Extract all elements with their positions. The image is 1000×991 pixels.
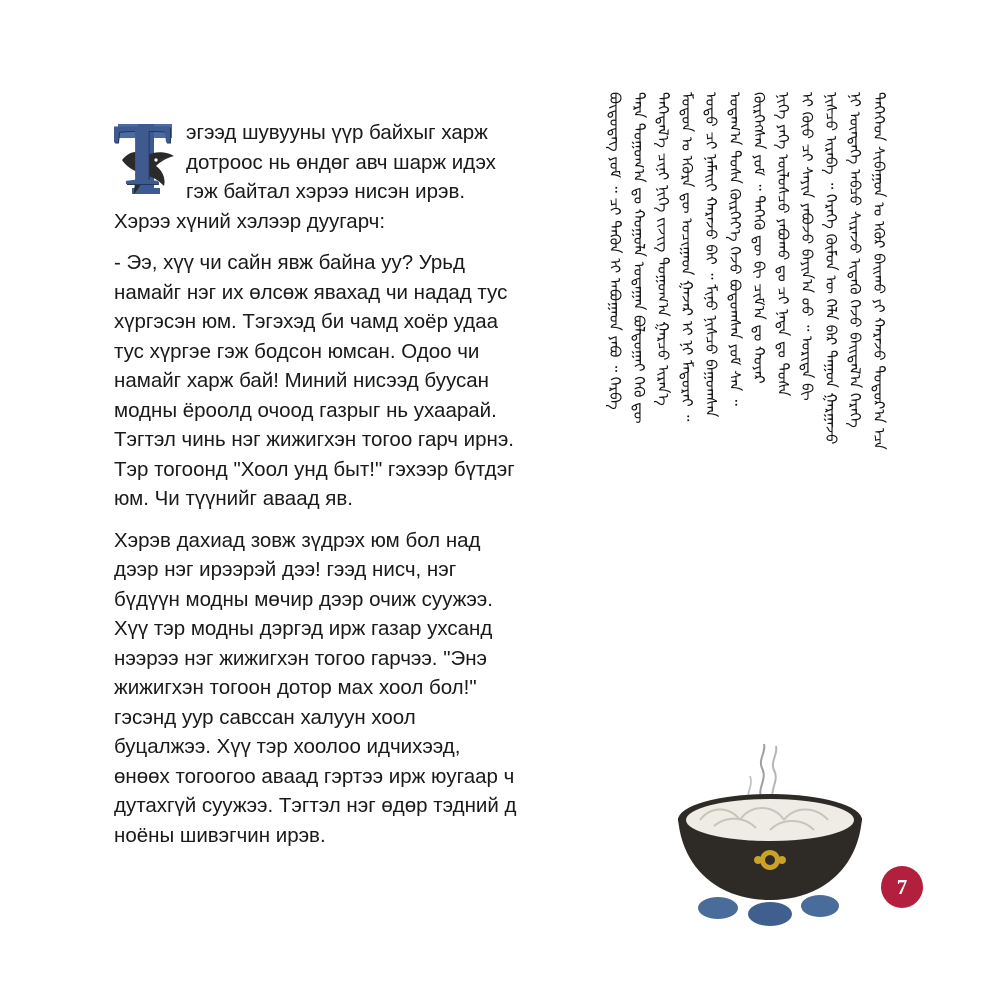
steaming-bowl-icon (670, 740, 870, 930)
mongolian-column: ᠲᠡᠭᠡᠲᠡᠯ᠎ᠡ ᠴᠢᠨᠢ ᠨᠢᠭᠡ ᠵᠢᠵᠢᠭ ᠲᠣᠭᠣᠭ᠎ᠠ ᠭᠠᠷᠴᠤ ᠢᠷᠡᠨ᠎ᠡ (654, 92, 672, 406)
mongolian-column: ᠬᠦᠷᠭᠡᠭᠰᠡᠨ ᠶᠤᠮ ᠃ ᠲᠡᠭᠡᠬᠦ ᠳᠦ ᠪᠢ ᠴᠢᠮ᠎ᠠ ᠳᠤ ᠬᠣᠶᠠᠷ (750, 92, 768, 384)
mongolian-column: ᠨᠢᠭᠡ ᠶᠡᠬᠡ ᠥᠯᠦᠰᠴᠦ ᠶᠠᠪᠤᠬᠤ ᠳᠤ ᠴᠢ ᠨᠠᠳᠠ ᠳᠤ ᠲᠤᠰᠠ (774, 92, 792, 397)
page-number-badge: 7 (881, 866, 923, 908)
mongolian-column: ᠨᠢᠰᠴᠦ ᠢᠷᠡᠪᠡ ᠃ ᠬᠡᠷᠡᠭᠡ ᠬᠦᠮᠦᠨ ᠦ ᠬᠡᠯᠡ ᠪᠡᠷ ᠳᠠᠭᠤᠨ ᠭᠠᠷᠭᠠᠵᠤ (822, 92, 840, 445)
mongolian-column: ᠨᠢ ᠥᠨᠳᠡᠭᠡ ᠠᠪᠴᠤ ᠰᠢᠷᠠᠵᠤ ᠢᠳᠡᠬᠦ ᠭᠡᠵᠦ ᠪᠠᠢᠲᠠᠯ᠎ᠠ ᠬᠡᠷᠡᠭᠡ (846, 92, 864, 428)
mongolian-column: ᠲᠡᠷᠡ ᠲᠣᠭᠣᠭ᠎ᠠ ᠳᠤ ᠬᠣᠭᠣᠯᠠ ᠤᠳᠠᠭᠠᠨ ᠪᠣᠯᠲᠤᠭᠠᠢ ᠭᠡᠬᠦ ᠳᠦ (630, 92, 648, 424)
mongolian-column: ᠲᠡᠭᠡᠭᠡᠳ ᠰᠢᠪᠠᠭᠤᠨ ᠤ ᠡᠭᠦᠷ ᠪᠠᠢᠬᠤ ᠶᠢ ᠬᠠᠷᠠᠵᠤ ᠳᠣᠲᠣᠷ᠎ᠠ ᠡᠴᠡ (870, 92, 888, 450)
mongolian-column: ᠪᠦᠲᠦᠳᠡᠭ ᠶᠤᠮ ᠃ ᠴᠢ ᠲᠡᠭᠦᠨ ᠢ ᠠᠪᠤᠭᠠᠳ ᠶᠠᠪᠤ ᠃ ᠬᠡᠷᠪᠡ (606, 92, 624, 410)
mongolian-column: ᠤᠳᠠᠭ᠎ᠠ ᠲᠤᠰᠠ ᠬᠦᠷᠭᠡᠶ᠎ᠡ ᠭᠡᠵᠦ ᠪᠣᠳᠣᠭᠰᠠᠨ ᠶᠤᠮ ᠰᠠᠨ ᠃ (726, 92, 744, 406)
dropcap-illustration (112, 107, 180, 206)
story-paragraph-1: Т эгээд шувууны үүр байхыг харж дотроос нь өндөг авч шарж идэх гэж байтал хэрээ нисэн ирэв. Хэрээ хүний хэлээр дуугарч: (112, 107, 496, 233)
mongolian-column: ᠮᠣᠳᠣᠨ ᠤ ᠡᠭᠦᠷᠡ ᠳᠦ ᠣᠴᠢᠭᠠᠳ ᠭᠠᠵᠠᠷ ᠢ ᠨᠢ ᠮᠠᠲᠤᠷᠠᠢ ᠃ (678, 92, 696, 422)
story-paragraph-2: - Ээ, хүү чи сайн явж байна уу? Урьд намайг нэг их өлсөж явахад чи надад тус хүргэсэн юм. Тэгэхэд би чамд хоёр удаа тус хүргэе гэж бодсон юмсан. Одоо чи намайг харж бай! Миний нисээд буусан модны ёроолд очоод газрыг нь ухаарай. Тэгтэл чинь нэг жижигхэн тогоо гарч ирнэ. Тэр тогоонд "Хоол унд быт!" гэхээр бүтдэг юм. Чи түүнийг аваад яв. (114, 251, 515, 510)
story-paragraph-3: Хэрэв дахиад зовж зүдрэх юм бол над дээр нэг ирээрэй дээ! гээд нисч, нэг бүдүүн модны мөчир дээр очиж суужээ. Хүү тэр модны дэргэд ирж газар ухсанд нээрээ нэг жижигхэн тогоо гарчээ. "Энэ жижигхэн тогоон дотор мах хоол бол!" гэсэнд уур савссан халуун хоол буцалжээ. Хүү тэр хоолоо идчихээд, өнөөх тогоогоо аваад гэртээ ирж юугаар ч дутахгүй суужээ. Тэгтэл нэг өдөр тэдний д ноёны шивэгчин ирэв. (114, 528, 517, 847)
mongolian-column: ᠡᠢ ᠬᠦᠦ ᠴᠢ ᠰᠠᠶᠢᠨ ᠶᠠᠪᠤᠵᠤ ᠪᠠᠶᠢᠨ᠎ᠠ ᠤᠤ ᠃ ᠤᠷᠢᠳᠠ ᠪᠢ (798, 92, 816, 401)
story-text (112, 107, 518, 862)
mongolian-column: ᠣᠳᠣ ᠴᠢ ᠨᠠᠮᠠᠢᠢ ᠬᠠᠷᠠᠵᠤ ᠪᠠᠢ ᠃ ᠮᠢᠨᠦ ᠨᠢᠰᠴᠦ ᠪᠠᠭᠤᠭᠰᠠᠨ (702, 92, 720, 418)
dropcap-letter: Т (112, 107, 172, 204)
